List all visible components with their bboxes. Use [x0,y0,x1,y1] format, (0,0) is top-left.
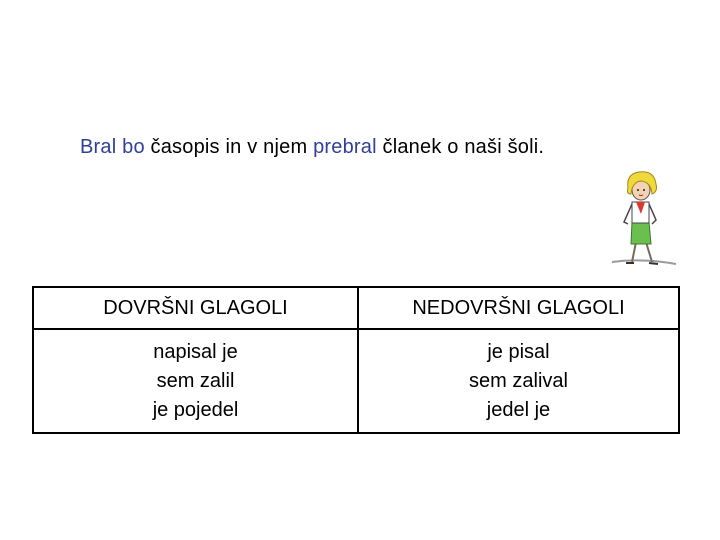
verb-item: napisal je [153,340,238,363]
verb-item: sem zalil [156,369,235,392]
imperfective-verbs-cell [358,329,679,433]
table-header-row [33,287,679,329]
sentence-highlight-bral-bo: Bral bo [80,136,145,158]
verb-item: je pisal [487,340,550,363]
sentence-highlight-prebral: prebral [313,136,377,158]
header-dovrsni-glagoli: DOVRŠNI GLAGOLI [33,287,358,329]
perfective-verbs-cell [33,329,358,433]
sentence-text-2: članek o naši šoli. [376,136,545,158]
header-nedovrsni-glagoli: NEDOVRŠNI GLAGOLI [358,287,679,329]
example-sentence [80,134,544,160]
verb-table [32,286,680,434]
verb-item: je pojedel [152,398,239,421]
sentence-text-1: časopis in v njem [144,136,314,158]
table-row [33,329,679,433]
girl-figure-icon [604,168,680,270]
verb-item: jedel je [486,398,551,421]
verb-item: sem zalival [469,369,568,392]
